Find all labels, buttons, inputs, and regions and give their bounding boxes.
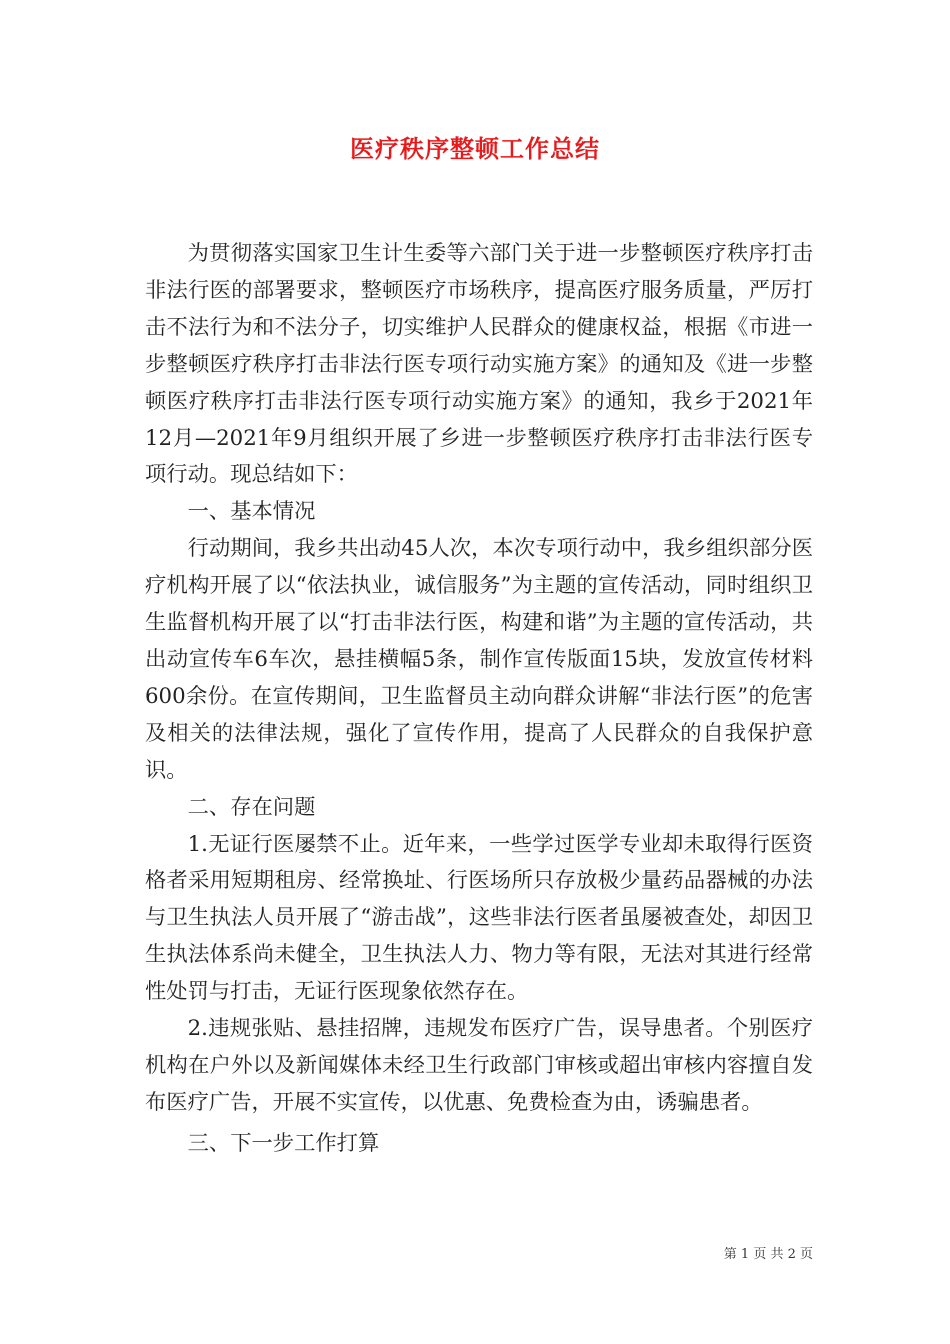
section-heading-next-steps: 三、下一步工作打算: [187, 1130, 380, 1156]
section-heading-basic-situation: 一、基本情况: [187, 499, 316, 525]
section-heading-problems: 二、存在问题: [187, 794, 316, 820]
page-number-label: 第 1 页 共 2 页: [723, 1247, 813, 1262]
problem-1-paragraph: 1.无证行医屡禁不止。近年来，一些学过医学专业却未取得行医资格者采用短期租房、经常换址、行医场所只存放极少量药品器械的办法与卫生执法人员开展了“游击战”，这些非法行医者虽屡被查处，却因卫生执法体系尚未健全，卫生执法人力、物力等有限，无法对其进行经常性处罚与打击，无证行医现象依然存在。: [145, 831, 813, 1005]
document-body: [145, 236, 813, 1163]
page-number-footer: [724, 1246, 813, 1264]
basic-situation-paragraph: 行动期间，我乡共出动45人次，本次专项行动中，我乡组织部分医疗机构开展了以“依法执业，诚信服务”为主题的宣传活动，同时组织卫生监督机构开展了以“打击非法行医，构建和谐”为主题的宣传活动，共出动宣传车6车次，悬挂横幅5条，制作宣传版面15块，发放宣传材料600余份。在宣传期间，卫生监督员主动向群众讲解“非法行医”的危害及相关的法律法规，强化了宣传作用，提高了人民群众的自我保护意识。: [145, 536, 813, 783]
problem-2-paragraph: 2.违规张贴、悬挂招牌，违规发布医疗广告，误导患者。个别医疗机构在户外以及新闻媒体未经卫生行政部门审核或超出审核内容擅自发布医疗广告，开展不实宣传，以优惠、免费检查为由，诱骗患者。: [145, 1016, 813, 1115]
intro-paragraph: 为贯彻落实国家卫生计生委等六部门关于进一步整顿医疗秩序打击非法行医的部署要求，整顿医疗市场秩序，提高医疗服务质量，严厉打击不法行为和不法分子，切实维护人民群众的健康权益，根据《市进一步整顿医疗秩序打击非法行医专项行动实施方案》的通知及《进一步整顿医疗秩序打击非法行医专项行动实施方案》的通知，我乡于2021年12月—2021年9月组织开展了乡进一步整顿医疗秩序打击非法行医专项行动。现总结如下：: [145, 241, 813, 488]
document-title: 医疗秩序整顿工作总结: [350, 134, 600, 163]
